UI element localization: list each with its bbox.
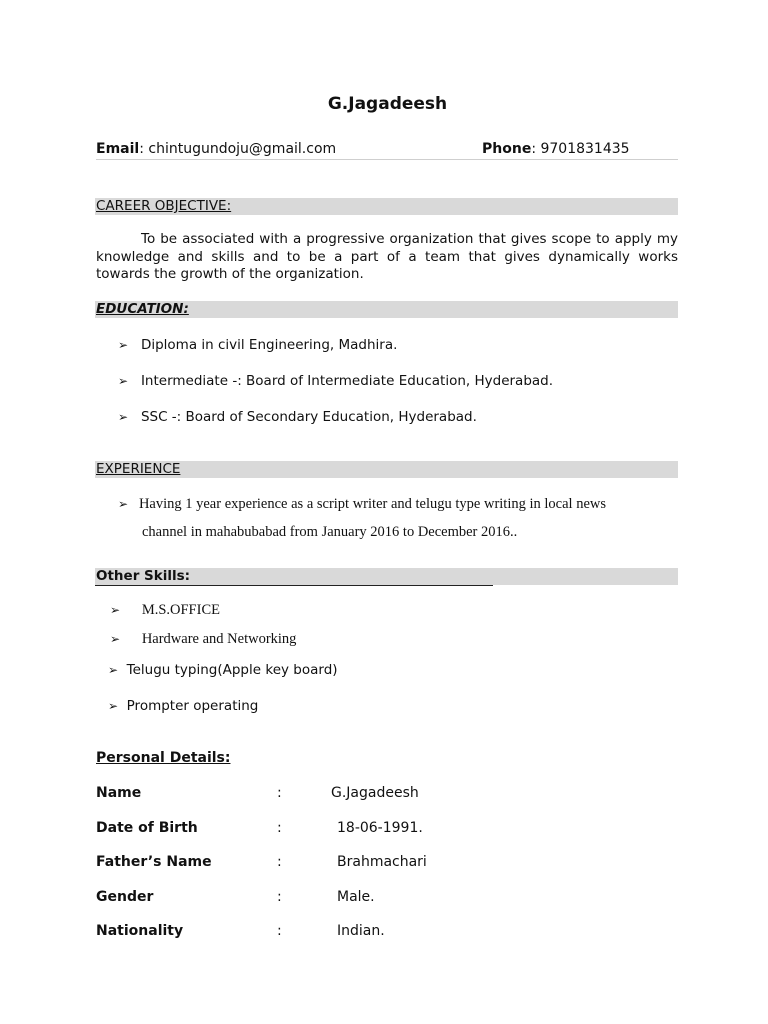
education-item-text: Diploma in civil Engineering, Madhira. xyxy=(140,337,398,353)
pd-value-dob: 18-06-1991. xyxy=(337,820,423,836)
phone-line: Phone: 9701831435 xyxy=(482,141,630,157)
skill-item-text: M.S.OFFICE xyxy=(141,602,220,618)
experience-heading: EXPERIENCE xyxy=(96,461,181,477)
arrow-bullet-icon: ➢ xyxy=(118,497,129,511)
education-item xyxy=(118,336,397,354)
pd-label-dob: Date of Birth xyxy=(96,820,198,836)
pd-separator: : xyxy=(277,889,282,905)
pd-value-gender: Male. xyxy=(337,889,375,905)
other-skills-heading: Other Skills: xyxy=(96,568,191,584)
pd-label-name: Name xyxy=(96,785,142,801)
pd-label-father: Father’s Name xyxy=(96,854,212,870)
pd-value-name: G.Jagadeesh xyxy=(331,785,419,801)
skill-item-text: Hardware and Networking xyxy=(141,631,297,647)
personal-details-heading: Personal Details: xyxy=(96,750,231,766)
pd-separator: : xyxy=(277,785,282,801)
phone-value: 9701831435 xyxy=(540,141,630,157)
arrow-bullet-icon: ➢ xyxy=(118,374,129,388)
candidate-name: G.Jagadeesh xyxy=(327,94,448,114)
email-line: Email: chintugundoju@gmail.com xyxy=(96,141,337,157)
skill-item-text: Telugu typing(Apple key board) xyxy=(126,662,338,678)
skill-item-text: Prompter operating xyxy=(126,698,259,714)
experience-text-line2: channel in mahabubabad from January 2016 to December 2016.. xyxy=(142,524,518,540)
pd-value-nationality: Indian. xyxy=(337,923,385,939)
arrow-bullet-icon: ➢ xyxy=(108,663,119,677)
arrow-bullet-icon: ➢ xyxy=(108,699,119,713)
education-band xyxy=(95,301,678,318)
other-skills-underline xyxy=(95,585,493,586)
career-objective-heading: CAREER OBJECTIVE: xyxy=(96,198,232,214)
phone-label: Phone xyxy=(482,141,532,157)
experience-line xyxy=(118,496,606,513)
education-item xyxy=(118,372,553,390)
pd-separator: : xyxy=(277,854,282,870)
career-objective-band xyxy=(95,198,678,215)
skill-item xyxy=(108,661,338,679)
pd-separator: : xyxy=(277,820,282,836)
other-skills-band xyxy=(95,568,678,585)
arrow-bullet-icon: ➢ xyxy=(118,338,129,352)
experience-text-line1: Having 1 year experience as a script writer and telugu type writing in local news xyxy=(138,496,606,512)
pd-label-gender: Gender xyxy=(96,889,154,905)
arrow-bullet-icon: ➢ xyxy=(110,632,121,646)
pd-label-nationality: Nationality xyxy=(96,923,184,939)
header-divider xyxy=(96,159,678,160)
email-value[interactable]: chintugundoju@gmail.com xyxy=(148,141,337,157)
education-item-text: Intermediate -: Board of Intermediate Education, Hyderabad. xyxy=(140,373,554,389)
education-item xyxy=(118,408,477,426)
pd-value-father: Brahmachari xyxy=(337,854,427,870)
career-objective-text xyxy=(96,231,678,284)
arrow-bullet-icon: ➢ xyxy=(118,410,129,424)
education-heading: EDUCATION: xyxy=(96,301,189,317)
education-item-text: SSC -: Board of Secondary Education, Hyderabad. xyxy=(140,409,477,425)
experience-band xyxy=(95,461,678,478)
skill-item xyxy=(110,602,220,619)
pd-separator: : xyxy=(277,923,282,939)
skill-item xyxy=(110,631,296,648)
skill-item xyxy=(108,697,258,715)
arrow-bullet-icon: ➢ xyxy=(110,603,121,617)
career-objective-body: To be associated with a progressive organization that gives scope to apply my knowledge and skills and to be a part of a team that gives dynamically works towards the growth of the organization. xyxy=(96,231,678,282)
email-label: Email xyxy=(96,141,140,157)
